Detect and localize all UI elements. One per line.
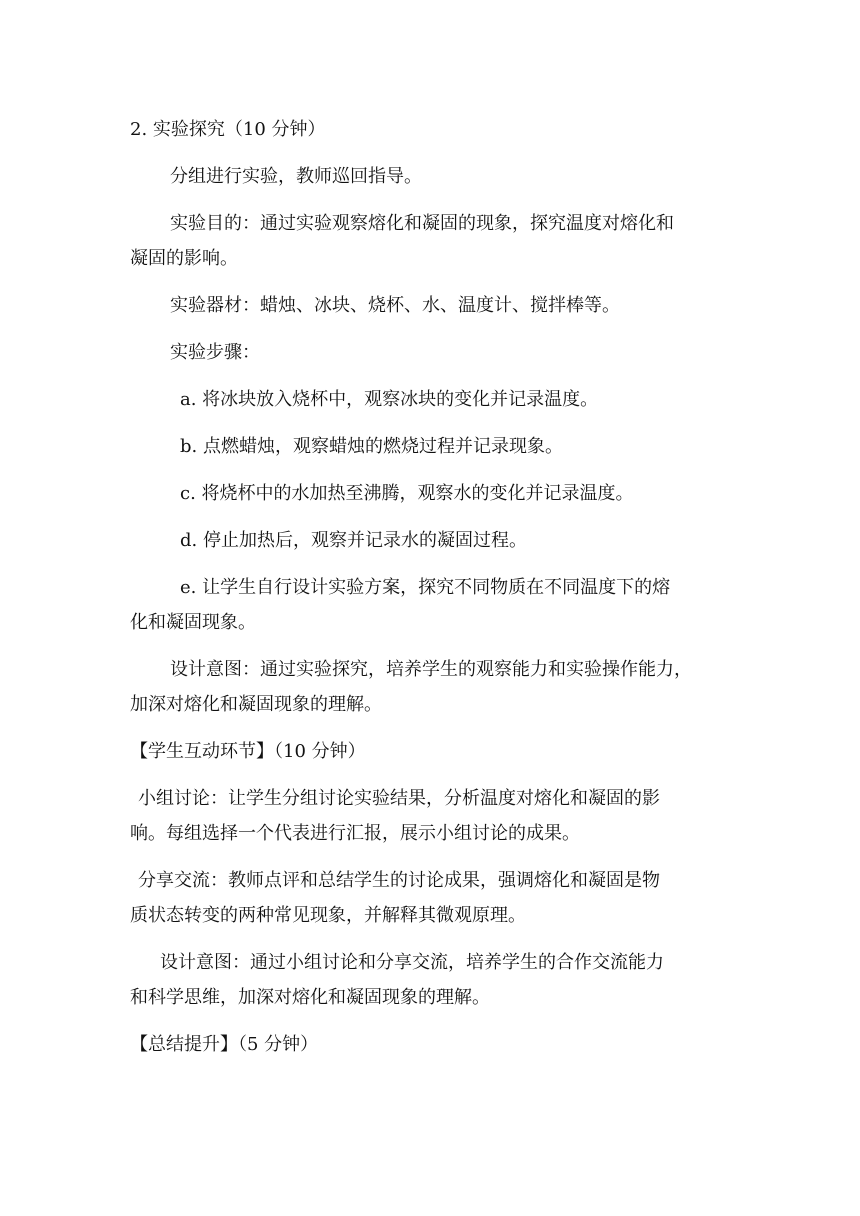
sharing-line-2: 质状态转变的两种常见现象，并解释其微观原理。 <box>130 905 526 926</box>
paragraph-steps-label: 实验步骤： <box>170 342 260 363</box>
paragraph-equipment: 实验器材：蜡烛、冰块、烧杯、水、温度计、搅拌棒等。 <box>170 295 620 316</box>
paragraph-purpose-line-1: 实验目的：通过实验观察熔化和凝固的现象，探究温度对熔化和 <box>170 213 674 234</box>
design-intent-1-line-1: 设计意图：通过实验探究，培养学生的观察能力和实验操作能力， <box>170 659 692 680</box>
step-c: c. 将烧杯中的水加热至沸腾，观察水的变化并记录温度。 <box>180 483 634 504</box>
design-intent-2-line-2: 和科学思维，加深对熔化和凝固现象的理解。 <box>130 987 490 1008</box>
step-a: a. 将冰块放入烧杯中，观察冰块的变化并记录温度。 <box>180 389 599 410</box>
document-body <box>130 112 730 1062</box>
sharing-line-1: 分享交流：教师点评和总结学生的讨论成果，强调熔化和凝固是物 <box>138 870 660 891</box>
group-discussion-line-2: 响。每组选择一个代表进行汇报，展示小组讨论的成果。 <box>130 823 580 844</box>
design-intent-1-line-2: 加深对熔化和凝固现象的理解。 <box>130 694 382 715</box>
design-intent-2-line-1: 设计意图：通过小组讨论和分享交流，培养学生的合作交流能力 <box>160 952 664 973</box>
step-d: d. 停止加热后，观察并记录水的凝固过程。 <box>180 530 527 551</box>
section-heading-experiment: 2. 实验探究（10 分钟） <box>130 119 326 140</box>
group-discussion-line-1: 小组讨论：让学生分组讨论实验结果，分析温度对熔化和凝固的影 <box>138 788 660 809</box>
section-heading-summary: 【总结提升】（5 分钟） <box>130 1034 319 1055</box>
paragraph-grouping: 分组进行实验，教师巡回指导。 <box>170 166 422 187</box>
step-b: b. 点燃蜡烛，观察蜡烛的燃烧过程并记录现象。 <box>180 436 563 457</box>
step-e-line-2: 化和凝固现象。 <box>130 612 256 633</box>
paragraph-purpose-line-2: 凝固的影响。 <box>130 248 238 269</box>
section-heading-interaction: 【学生互动环节】（10 分钟） <box>130 741 366 762</box>
step-e-line-1: e. 让学生自行设计实验方案，探究不同物质在不同温度下的熔 <box>180 577 671 598</box>
